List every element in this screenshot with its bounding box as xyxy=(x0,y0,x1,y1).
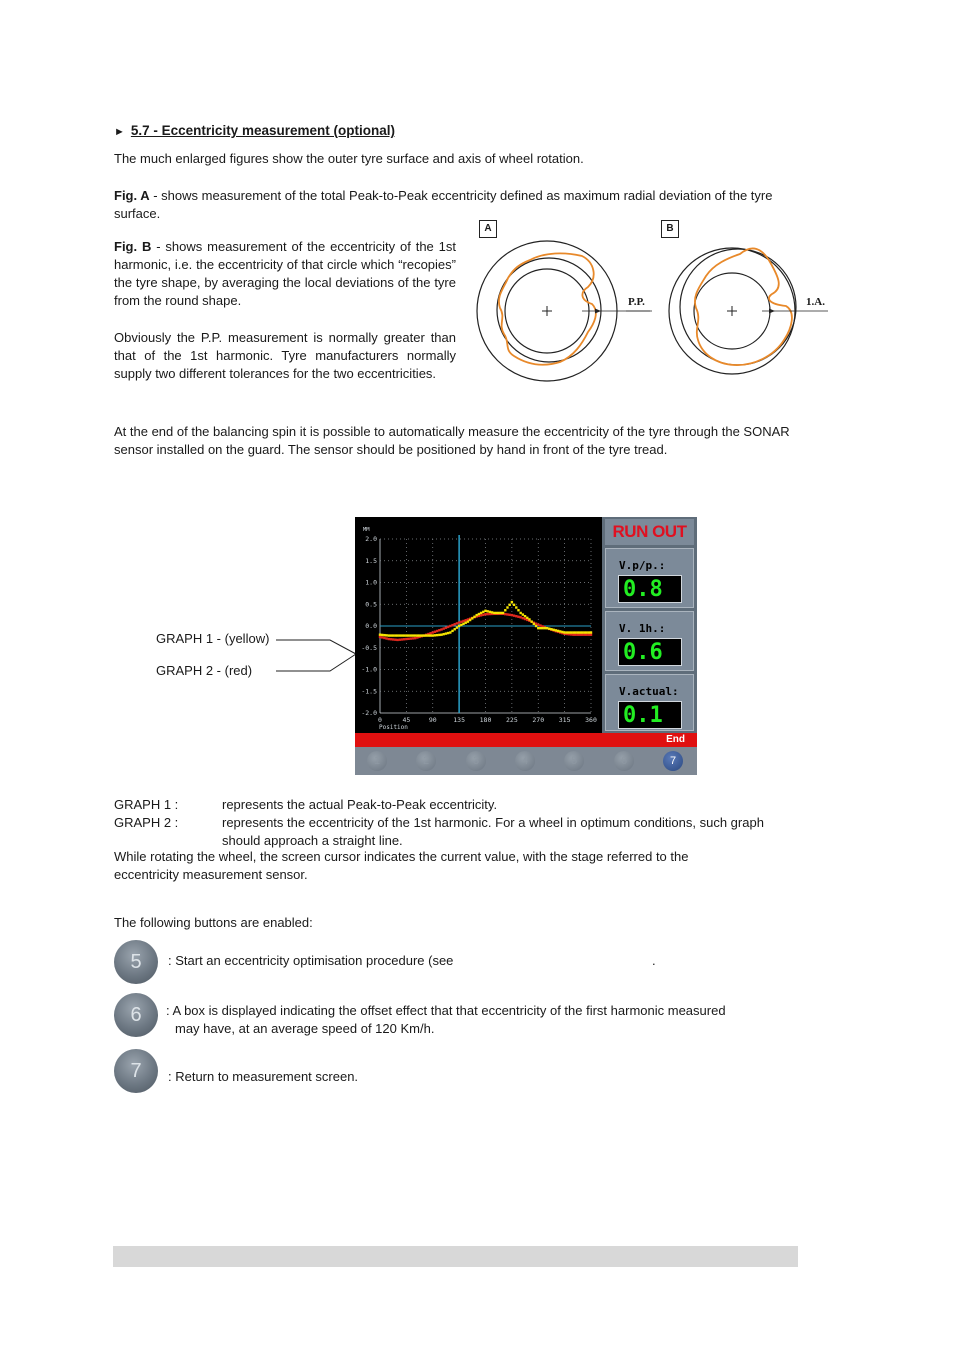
graph2-point xyxy=(590,634,592,636)
graph1-point xyxy=(561,631,563,633)
graph2-point xyxy=(515,615,517,617)
graph2-point xyxy=(506,613,508,615)
button-7-text: : Return to measurement screen. xyxy=(168,1069,359,1084)
button-6-text: : A box is displayed indicating the offset effect that that eccentricity of the first harmonic measured xyxy=(166,1003,726,1018)
graph2-point xyxy=(486,613,488,615)
graph1-point xyxy=(502,612,504,614)
y-tick-label: 2.0 xyxy=(365,535,377,543)
graph1-point xyxy=(577,631,579,633)
graph2-point xyxy=(519,616,521,618)
graph1-point xyxy=(425,634,427,636)
vpp-panel xyxy=(605,548,694,608)
graph1-point xyxy=(574,631,576,633)
graph1-point xyxy=(555,629,557,631)
fig-a-text: - shows measurement of the total Peak-to-Peak eccentricity defined as maximum radial deviation of the tyre surface. xyxy=(114,188,773,221)
graph2-point xyxy=(504,613,506,615)
graph2-point xyxy=(581,634,583,636)
graph1-point xyxy=(414,634,416,636)
graph1-desc-label: GRAPH 1 : xyxy=(114,797,179,812)
graph1-point xyxy=(588,631,590,633)
graph1-point xyxy=(572,631,574,633)
graph2-point xyxy=(454,623,456,625)
y-tick-label: 1.5 xyxy=(365,556,377,565)
y-tick-label: 0.0 xyxy=(365,622,377,630)
graph1-point xyxy=(462,623,464,625)
balancing-paragraph: At the end of the balancing spin it is possible to automatically measure the eccentricity of the tyre through the SONAR sensor installed on the guard. The sensor should be positioned by hand in front of the tyre tread. xyxy=(114,424,790,457)
graph1-point xyxy=(491,611,493,613)
button-7-icon: 7 xyxy=(114,1049,158,1093)
graph2-point xyxy=(390,638,392,640)
graph1-point xyxy=(548,628,550,630)
graph2-point xyxy=(526,619,528,621)
graph2-point xyxy=(513,614,515,616)
graph1-point xyxy=(517,609,519,611)
graph1-point xyxy=(515,606,517,608)
x-tick-label: 360 xyxy=(585,716,597,724)
graph2-point xyxy=(482,614,484,616)
fig-b-box: B xyxy=(661,220,679,238)
graph1-point xyxy=(581,631,583,633)
graph1-point xyxy=(497,612,499,614)
graph1-point xyxy=(447,632,449,634)
graph2-desc-label: GRAPH 2 : xyxy=(114,815,179,830)
graph1-point xyxy=(458,625,460,627)
graph2-point xyxy=(401,638,403,640)
graph1-point xyxy=(388,634,390,636)
graph1-point xyxy=(379,634,381,636)
fig-b-text: - shows measurement of the eccentricity of the 1st harmonic, i.e. the eccentricity of that circle which “recopies” the tyre shape, by averaging the local deviations of the tyre from the round shape. xyxy=(114,239,456,308)
graph1-point xyxy=(544,627,546,629)
v1h-label: V. 1h.: xyxy=(619,622,666,635)
graph2-point xyxy=(440,628,442,630)
x-tick-label: 90 xyxy=(428,716,437,724)
fig-a-tyre-circle xyxy=(497,258,601,362)
graph2-desc-text: represents the eccentricity of the 1st harmonic. For a wheel in optimum conditions, such graph should approach a straight line. xyxy=(222,815,764,848)
graph2-point xyxy=(443,627,445,629)
fig-b-paragraph xyxy=(114,238,456,310)
graph1-point xyxy=(533,623,535,625)
graph1-point xyxy=(454,628,456,630)
y-tick-label: -1.0 xyxy=(361,665,377,674)
x-tick-label: 135 xyxy=(453,716,465,724)
graph2-callout: GRAPH 2 - (red) xyxy=(156,663,253,678)
graph2-point xyxy=(588,634,590,636)
x-tick-label: 45 xyxy=(402,716,411,724)
graph1-point xyxy=(590,631,592,633)
x-tick-label: 315 xyxy=(558,716,571,724)
button-5-suffix: . xyxy=(652,953,656,968)
screen-button-3[interactable]: 3 xyxy=(466,751,486,771)
graph2-point xyxy=(394,639,396,641)
eccentricity-figures xyxy=(470,232,850,402)
graph2-point xyxy=(438,629,440,631)
fig-a-bold: Fig. A xyxy=(114,188,150,203)
graph1-point xyxy=(465,622,467,624)
v1h-panel xyxy=(605,611,694,671)
graph1-point xyxy=(429,634,431,636)
end-bar xyxy=(355,733,697,747)
graph2-point xyxy=(383,637,385,639)
graph1-point xyxy=(456,626,458,628)
graph1-point xyxy=(546,627,548,629)
graph2-point xyxy=(574,634,576,636)
graph2-point xyxy=(447,626,449,628)
section-title: 5.7 - Eccentricity measurement (optional) xyxy=(130,123,395,138)
graph1-point xyxy=(539,627,541,629)
y-axis-label: MM xyxy=(363,527,370,533)
graph1-point xyxy=(563,631,565,633)
fig-a-pp-label: P.P. xyxy=(628,296,645,308)
runout-plot xyxy=(355,517,602,733)
graph2-point xyxy=(579,634,581,636)
fig-a-diagram xyxy=(477,241,652,381)
graph1-point xyxy=(385,634,387,636)
graph2-point xyxy=(489,613,491,615)
x-tick-label: 270 xyxy=(532,716,545,724)
graph1-point xyxy=(438,634,440,636)
graph1-point xyxy=(467,620,469,622)
graph1-point xyxy=(495,612,497,614)
obviously-paragraph: Obviously the P.P. measurement is normally greater than that of the 1st harmonic. Tyre manufacturers normally supply two different tolerances for the two eccentricities. xyxy=(114,330,456,381)
section-heading xyxy=(114,123,395,138)
graph1-point xyxy=(541,627,543,629)
graph1-point xyxy=(482,611,484,613)
graph2-point xyxy=(535,623,537,625)
runout-screen xyxy=(355,517,697,775)
graph1-point xyxy=(416,634,418,636)
graph2-point xyxy=(412,637,414,639)
graph2-point xyxy=(429,632,431,634)
graph1-point xyxy=(396,634,398,636)
screen-button-bar xyxy=(355,747,697,775)
graph2-point xyxy=(405,638,407,640)
callout-leaders xyxy=(270,630,360,680)
graph2-point xyxy=(388,638,390,640)
graph2-point xyxy=(396,639,398,641)
graph1-callout: GRAPH 1 - (yellow) xyxy=(156,631,270,646)
graph2-point xyxy=(462,620,464,622)
graph2-point xyxy=(403,638,405,640)
graph2-point xyxy=(458,621,460,623)
graph1-point xyxy=(566,631,568,633)
graph1-point xyxy=(524,615,526,617)
graph2-point xyxy=(385,637,387,639)
fig-b-diagram xyxy=(669,248,828,374)
graph1-point xyxy=(399,634,401,636)
graph1-point xyxy=(432,634,434,636)
intro-paragraph: The much enlarged figures show the outer tyre surface and axis of wheel rotation. xyxy=(114,151,584,166)
graph1-point xyxy=(489,611,491,613)
graph1-point xyxy=(535,625,537,627)
graph2-point xyxy=(537,623,539,625)
graph2-point xyxy=(379,636,381,638)
graph1-point xyxy=(478,613,480,615)
graph2-point xyxy=(539,624,541,626)
x-tick-label: 180 xyxy=(479,716,492,724)
graph2-point xyxy=(381,636,383,638)
graph1-point xyxy=(511,601,513,603)
graph2-point xyxy=(517,616,519,618)
graph2-point xyxy=(392,638,394,640)
graph1-point xyxy=(469,619,471,621)
graph1-point xyxy=(436,634,438,636)
graph1-point xyxy=(570,631,572,633)
end-label[interactable]: End xyxy=(666,734,685,745)
graph1-point xyxy=(557,630,559,632)
rotating-paragraph: While rotating the wheel, the screen cursor indicates the current value, with the stage referred to the eccentricity measurement sensor. xyxy=(114,849,689,882)
graph1-point xyxy=(528,618,530,620)
graph1-point xyxy=(407,634,409,636)
runout-chart xyxy=(355,517,602,733)
buttons-intro: The following buttons are enabled: xyxy=(114,915,313,930)
screen-button-1[interactable]: 1 xyxy=(367,751,387,771)
graph1-point xyxy=(500,612,502,614)
graph2-point xyxy=(524,618,526,620)
screen-button-5[interactable]: 5 xyxy=(564,751,584,771)
v1h-value: 0.6 xyxy=(618,638,682,666)
graph1-point xyxy=(443,633,445,635)
graph1-point xyxy=(471,617,473,619)
graph1-point xyxy=(434,634,436,636)
graph1-point xyxy=(486,610,488,612)
graph1-point xyxy=(427,634,429,636)
graph1-point xyxy=(583,631,585,633)
graph1-point xyxy=(460,624,462,626)
graph1-point xyxy=(451,630,453,632)
graph1-point xyxy=(405,634,407,636)
graph2-point xyxy=(432,631,434,633)
x-tick-label: 0 xyxy=(378,716,382,724)
graph2-point xyxy=(399,639,401,641)
graph1-point xyxy=(473,616,475,618)
graph1-point xyxy=(506,606,508,608)
graph1-point xyxy=(568,631,570,633)
graph2-point xyxy=(484,613,486,615)
graph1-point xyxy=(403,634,405,636)
screen-button-6[interactable]: 6 xyxy=(614,751,634,771)
graph2-point xyxy=(508,614,510,616)
graph1-point xyxy=(585,631,587,633)
graph2-point xyxy=(436,630,438,632)
graph2-point xyxy=(434,631,436,633)
graph1-point xyxy=(559,630,561,632)
vactual-panel xyxy=(605,674,694,731)
graph2-point xyxy=(480,614,482,616)
graph2-point xyxy=(572,634,574,636)
triangle-bullet-icon: ► xyxy=(114,126,125,138)
graph1-point xyxy=(392,634,394,636)
graph2-point xyxy=(585,634,587,636)
graph1-point xyxy=(476,614,478,616)
graph1-point xyxy=(381,634,383,636)
vpp-label: V.p/p.: xyxy=(619,559,666,572)
runout-title: RUN OUT xyxy=(605,519,694,545)
graph2-point xyxy=(414,637,416,639)
graph1-point xyxy=(493,612,495,614)
graph1-point xyxy=(445,632,447,634)
graph1-point xyxy=(449,631,451,633)
graph1-point xyxy=(412,634,414,636)
x-tick-label: 225 xyxy=(506,716,518,724)
graph2-point xyxy=(465,619,467,621)
graph1-point xyxy=(401,634,403,636)
screen-button-7[interactable]: 7 xyxy=(663,751,683,771)
graph1-point xyxy=(423,634,425,636)
graph1-point xyxy=(522,613,524,615)
graph1-point xyxy=(480,612,482,614)
runout-side-panel xyxy=(602,517,697,733)
graph1-point xyxy=(394,634,396,636)
graph1-point xyxy=(552,629,554,631)
graph2-point xyxy=(449,625,451,627)
vpp-value: 0.8 xyxy=(618,575,682,603)
graph2-point xyxy=(451,624,453,626)
graph1-point xyxy=(526,617,528,619)
graph2-point xyxy=(460,621,462,623)
button-6-icon: 6 xyxy=(114,993,158,1037)
graph1-point xyxy=(418,634,420,636)
graph1-point xyxy=(440,634,442,636)
graph2-point xyxy=(522,617,524,619)
graph1-point xyxy=(579,631,581,633)
graph1-point xyxy=(550,628,552,630)
y-tick-label: 0.5 xyxy=(365,600,377,609)
graph2-point xyxy=(456,622,458,624)
graph2-point xyxy=(583,634,585,636)
y-tick-label: 1.0 xyxy=(365,578,377,587)
graph1-desc-text: represents the actual Peak-to-Peak eccentricity. xyxy=(222,797,498,812)
fig-a-paragraph xyxy=(114,187,814,223)
vactual-label: V.actual: xyxy=(619,685,679,698)
vactual-value: 0.1 xyxy=(618,701,682,729)
graph1-point xyxy=(504,609,506,611)
fig-a-box: A xyxy=(479,220,497,238)
graph1-point xyxy=(383,634,385,636)
button-5-text: : Start an eccentricity optimisation procedure (see xyxy=(168,953,454,968)
graph1-point xyxy=(390,634,392,636)
graph1-point xyxy=(508,604,510,606)
graph2-point xyxy=(410,637,412,639)
y-tick-label: -2.0 xyxy=(361,709,377,717)
graph1-point xyxy=(484,610,486,612)
graph2-point xyxy=(445,627,447,629)
graph1-point xyxy=(537,627,539,629)
footer-bar xyxy=(113,1246,798,1267)
button-5-icon: 5 xyxy=(114,940,158,984)
graph1-point xyxy=(513,604,515,606)
screen-button-2[interactable]: 2 xyxy=(416,751,436,771)
button-6-text2: may have, at an average speed of 120 Km/h. xyxy=(175,1021,435,1036)
graph1-point xyxy=(530,620,532,622)
graph2-point xyxy=(467,618,469,620)
graph1-point xyxy=(410,634,412,636)
fig-b-bold: Fig. B xyxy=(114,239,152,254)
graph2-point xyxy=(577,634,579,636)
x-axis-label: Position xyxy=(379,724,408,731)
fig-b-1a-label: 1.A. xyxy=(806,296,825,308)
graph1-point xyxy=(421,634,423,636)
graph1-point xyxy=(519,612,521,614)
screen-button-4[interactable]: 4 xyxy=(515,751,535,771)
graph2-point xyxy=(511,614,513,616)
y-tick-label: -0.5 xyxy=(361,643,377,652)
y-tick-label: -1.5 xyxy=(361,687,377,696)
graph2-point xyxy=(407,638,409,640)
